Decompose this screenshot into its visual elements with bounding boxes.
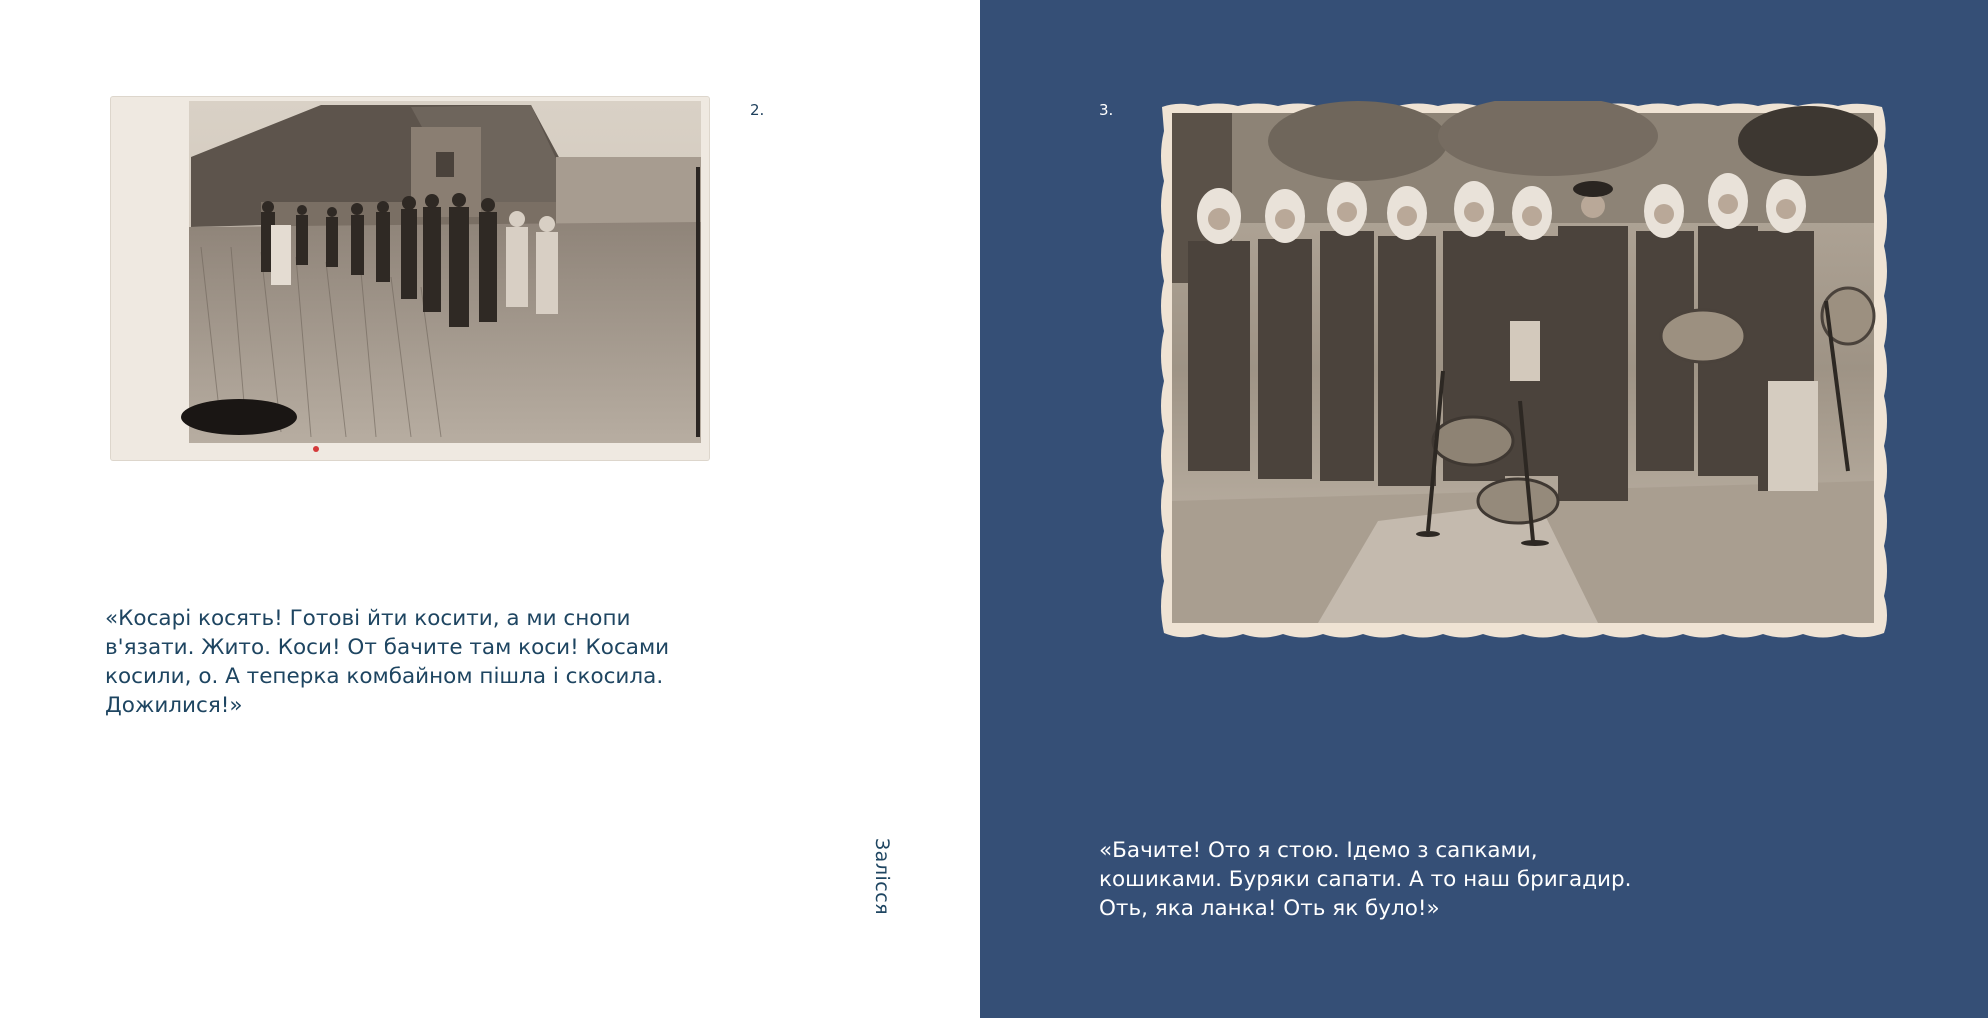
quote-text: «Косарі косять! Готові йти косити, а ми снопи в'язати. Жито. Коси! От бачите там коси! Косами косили, о. А теперка комбайном пішла і скосила. Дожилися!»	[105, 606, 670, 718]
village-label: Залісся	[871, 838, 893, 916]
page-number: 3.	[1099, 101, 1114, 119]
quote-text: «Бачите! Ото я стою. Ідемо з сапками, кошиками. Буряки сапати. А то наш бригадир. Оть, яка ланка! Оть як було!»	[1099, 838, 1632, 921]
photo-brigade	[1158, 101, 1892, 641]
photo-mowers	[111, 97, 709, 460]
page-number: 2.	[750, 101, 765, 119]
